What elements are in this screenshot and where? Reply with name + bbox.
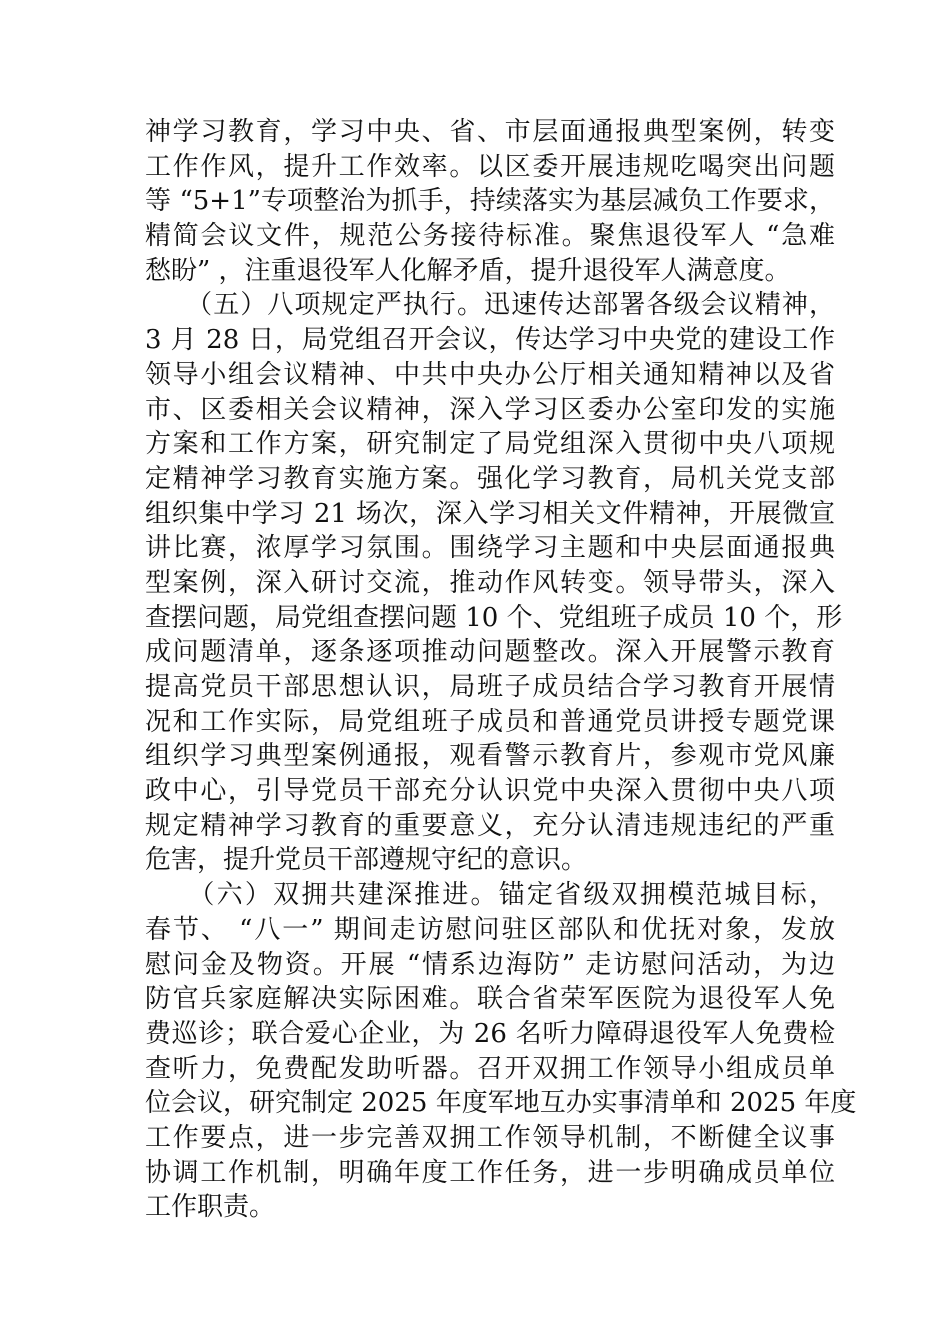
text-line: 等 “5+1”专项整治为抓手，持续落实为基层减负工作要求， [145,186,835,217]
text-line: 讲比赛，浓厚学习氛围。围绕学习主题和中央层面通报典 [145,533,835,564]
text-line: 协调工作机制，明确年度工作任务，进一步明确成员单位 [145,1157,835,1188]
text-line: 型案例，深入研讨交流，推动作风转变。领导带头，深入 [145,567,835,598]
text-line: 查摆问题，局党组查摆问题 10 个、党组班子成员 10 个，形 [145,602,843,633]
text-line: 春节、 “八一” 期间走访慰问驻区部队和优抚对象，发放 [145,914,835,945]
text-line: 况和工作实际，局党组班子成员和普通党员讲授专题党课 [145,706,835,737]
text-line: 愁盼” ，注重退役军人化解矛盾，提升退役军人满意度。 [145,255,791,286]
text-line: 定精神学习教育实施方案。强化学习教育，局机关党支部 [145,463,835,494]
text-line: 组织学习典型案例通报，观看警示教育片，参观市党风廉 [145,741,835,772]
text-line: 市、区委相关会议精神，深入学习区委办公室印发的实施 [145,394,835,425]
text-line: 提高党员干部思想认识，局班子成员结合学习教育开展情 [145,672,835,702]
text-line: 危害，提升党员干部遵规守纪的意识。 [145,845,588,876]
text-line: 精简会议文件，规范公务接待标准。聚焦退役军人 “急难 [145,221,835,252]
body-text [145,115,857,1225]
text-line: 领导小组会议精神、中共中央办公厅相关通知精神以及省 [145,359,835,390]
text-line: （六）双拥共建深推进。锚定省级双拥模范城目标， [145,880,835,911]
text-line: 规定精神学习教育的重要意义，充分认清违规违纪的严重 [145,810,835,841]
text-line: （五）八项规定严执行。迅速传达部署各级会议精神， [145,290,835,321]
text-line: 神学习教育，学习中央、省、市层面通报典型案例，转变 [145,117,835,147]
text-line: 组织集中学习 21 场次，深入学习相关文件精神，开展微宣 [145,498,835,529]
text-line: 查听力，免费配发助听器。召开双拥工作领导小组成员单 [145,1053,835,1084]
text-line: 工作作风，提升工作效率。以区委开展违规吃喝突出问题 [145,151,835,182]
text-line: 位会议，研究制定 2025 年度军地互办实事清单和 2025 年度 [145,1088,857,1119]
text-line: 成问题清单，逐条逐项推动问题整改。深入开展警示教育 [145,637,835,668]
text-line: 方案和工作方案，研究制定了局党组深入贯彻中央八项规 [145,429,835,460]
text-line: 工作要点，进一步完善双拥工作领导机制，不断健全议事 [145,1122,835,1153]
text-line: 慰问金及物资。开展 “情系边海防” 走访慰问活动，为边 [145,949,835,980]
text-line: 3 月 28 日，局党组召开会议，传达学习中央党的建设工作 [145,325,835,356]
text-line: 防官兵家庭解决实际困难。联合省荣军医院为退役军人免 [145,984,835,1015]
text-line: 费巡诊；联合爱心企业，为 26 名听力障碍退役军人免费检 [145,1018,835,1049]
text-line: 政中心，引导党员干部充分认识党中央深入贯彻中央八项 [145,776,835,807]
text-line: 工作职责。 [145,1192,276,1223]
